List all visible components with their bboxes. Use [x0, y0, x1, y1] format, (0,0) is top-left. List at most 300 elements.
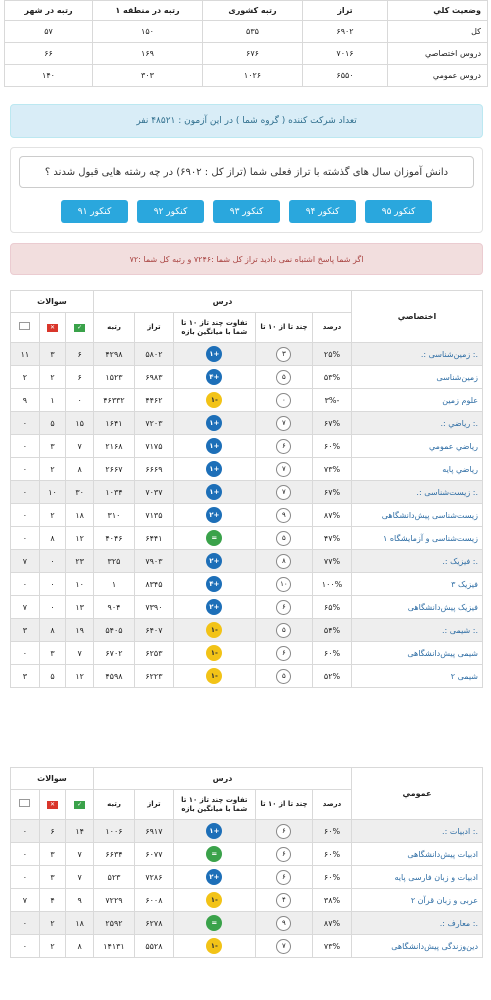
taraz-cell: ۶۲۷۸ [134, 912, 173, 935]
summary-cell: ۷۰۱۶ [303, 43, 388, 65]
out-of-ten-cell [255, 619, 312, 642]
diff-badge: -۱ [206, 892, 222, 908]
lesson-name[interactable]: .: ادبیات :. [351, 820, 482, 843]
column-header-rank: رتبه [93, 313, 134, 343]
lesson-row [11, 527, 483, 550]
lesson-name[interactable]: .: زمین‌شناسی :. [351, 343, 482, 366]
blank-count: ۰ [11, 573, 40, 596]
wrong-count: ۲ [39, 912, 66, 935]
summary-row [5, 21, 488, 43]
right-count: ۰ [66, 389, 94, 412]
out-of-ten-cell [255, 504, 312, 527]
percent-cell: ۶۰% [313, 642, 352, 665]
score-ring: ۹ [276, 916, 291, 931]
score-ring: ۵ [276, 623, 291, 638]
right-count: ۷ [66, 642, 94, 665]
diff-badge: +۱ [206, 415, 222, 431]
blank-count: ۰ [11, 458, 40, 481]
questions-header: سوالات [11, 291, 94, 313]
rank-cell: ۱ [93, 573, 134, 596]
summary-header: رتبه کشوری [203, 1, 303, 21]
lesson-name[interactable]: دین‌وزندگی پیش‌دانشگاهی [351, 935, 482, 958]
lesson-row [11, 504, 483, 527]
rank-cell: ۴۰۴۶ [93, 527, 134, 550]
lesson-row [11, 642, 483, 665]
right-count: ۱۸ [66, 504, 94, 527]
summary-cell: ۶۶ [5, 43, 93, 65]
wrong-count: ۸ [39, 619, 66, 642]
right-count: ۷ [66, 866, 94, 889]
diff-badge: -۱ [206, 938, 222, 954]
score-ring: ۳ [276, 347, 291, 362]
blank-icon [19, 799, 30, 807]
rank-cell: ۳۲۵ [93, 550, 134, 573]
summary-cell: ۳۰۳ [93, 65, 203, 87]
blank-count: ۳ [11, 619, 40, 642]
percent-cell: ۶۷% [313, 481, 352, 504]
blank-count: ۲ [11, 366, 40, 389]
wrong-count: ۰ [39, 573, 66, 596]
rank-cell: ۱۴۱۳۱ [93, 935, 134, 958]
summary-header: رتبه در شهر [5, 1, 93, 21]
lesson-name[interactable]: رياضي عمومي [351, 435, 482, 458]
diff-cell [173, 389, 255, 412]
diff-badge: +۱ [206, 438, 222, 454]
diff-cell [173, 642, 255, 665]
percent-cell: ۱۰۰% [313, 573, 352, 596]
percent-cell: -۳% [313, 389, 352, 412]
section-title: عمومي [351, 768, 482, 820]
column-header-rank: رتبه [93, 790, 134, 820]
right-count: ۳۰ [66, 481, 94, 504]
percent-cell: ۳۸% [313, 889, 352, 912]
wrong-count: ۵ [39, 665, 66, 688]
taraz-cell: ۵۵۲۸ [134, 935, 173, 958]
score-ring: ۵ [276, 370, 291, 385]
diff-badge: -۱ [206, 392, 222, 408]
diff-badge: = [206, 846, 222, 862]
right-count: ۱۲ [66, 665, 94, 688]
rank-cell: ۴۶۳۳۲ [93, 389, 134, 412]
taraz-cell: ۶۹۱۷ [134, 820, 173, 843]
blank-count: ۰ [11, 481, 40, 504]
summary-cell: ۶۵۵۰ [303, 65, 388, 87]
diff-badge: +۴ [206, 369, 222, 385]
diff-badge: -۱ [206, 622, 222, 638]
out-of-ten-cell [255, 481, 312, 504]
blank-count: ۰ [11, 820, 40, 843]
summary-cell: ۱۴۰ [5, 65, 93, 87]
wrong-count: ۶ [39, 820, 66, 843]
right-count: ۱۰ [66, 573, 94, 596]
taraz-cell: ۷۱۳۵ [134, 504, 173, 527]
taraz-cell: ۶۹۸۳ [134, 366, 173, 389]
diff-cell [173, 596, 255, 619]
lesson-row [11, 912, 483, 935]
out-of-ten-cell [255, 912, 312, 935]
wrong-count: ۳ [39, 642, 66, 665]
wrong-count: ۵ [39, 412, 66, 435]
lesson-name[interactable]: ادبیات پیش‌دانشگاهی [351, 843, 482, 866]
taraz-cell: ۶۴۴۱ [134, 527, 173, 550]
percent-cell: ۸۷% [313, 504, 352, 527]
lesson-row [11, 665, 483, 688]
percent-cell: ۶۰% [313, 820, 352, 843]
taraz-cell: ۷۱۷۵ [134, 435, 173, 458]
out-of-ten-cell [255, 820, 312, 843]
taraz-cell: ۷۳۹۰ [134, 596, 173, 619]
percent-cell: ۶۵% [313, 596, 352, 619]
diff-badge: = [206, 915, 222, 931]
lesson-row [11, 435, 483, 458]
rank-cell: ۵۲۳ [93, 866, 134, 889]
right-count: ۱۲ [66, 527, 94, 550]
score-ring: ۶ [276, 824, 291, 839]
wrong-count: ۳ [39, 866, 66, 889]
wrong-count: ۲ [39, 935, 66, 958]
blank-count: ۰ [11, 435, 40, 458]
rank-cell: ۲۱۶۸ [93, 435, 134, 458]
lesson-row [11, 412, 483, 435]
rank-cell: ۱۰۰۶ [93, 820, 134, 843]
lesson-row [11, 458, 483, 481]
taraz-cell: ۷۲۰۳ [134, 412, 173, 435]
score-ring: ۷ [276, 939, 291, 954]
lesson-name[interactable]: زمین‌شناسی [351, 366, 482, 389]
lesson-row [11, 619, 483, 642]
rank-cell: ۱۵۲۳ [93, 366, 134, 389]
konkur-button[interactable]: کنکور ۹۱ [61, 200, 128, 223]
lesson-header: درس [93, 768, 351, 790]
out-of-ten-cell [255, 527, 312, 550]
participants-info: تعداد شرکت کننده ( گروه شما ) در این آزمون : ۴۸۵۲۱ نفر [10, 104, 483, 138]
summary-cell: دروس اختصاصي [388, 43, 488, 65]
column-header-out-of-ten: چند تا از ۱۰ تا [255, 313, 312, 343]
diff-cell [173, 412, 255, 435]
rank-cell: ۱۶۴۱ [93, 412, 134, 435]
diff-badge: +۱ [206, 823, 222, 839]
wrong-count: ۴ [39, 889, 66, 912]
blank-count: ۷ [11, 596, 40, 619]
percent-cell: ۸۷% [313, 912, 352, 935]
score-ring: ۹ [276, 508, 291, 523]
rank-cell: ۹۰۴ [93, 596, 134, 619]
summary-cell: دروس عمومي [388, 65, 488, 87]
taraz-cell: ۷۹۰۳ [134, 550, 173, 573]
blank-count: ۰ [11, 843, 40, 866]
diff-badge: +۲ [206, 507, 222, 523]
diff-badge: +۲ [206, 599, 222, 615]
taraz-cell: ۶۰۰۸ [134, 889, 173, 912]
summary-row [5, 65, 488, 87]
taraz-cell: ۶۴۰۷ [134, 619, 173, 642]
summary-cell: ۱۶۹ [93, 43, 203, 65]
taraz-cell: ۴۴۶۲ [134, 389, 173, 412]
taraz-cell: ۷۰۳۷ [134, 481, 173, 504]
blank-count: ۰ [11, 935, 40, 958]
lesson-row [11, 596, 483, 619]
wrong-count: ۰ [39, 596, 66, 619]
summary-cell: ۶۷۶ [203, 43, 303, 65]
right-answers-header [66, 313, 94, 343]
out-of-ten-cell [255, 550, 312, 573]
rank-cell: ۷۲۲۹ [93, 889, 134, 912]
column-header-percent: درصد [313, 313, 352, 343]
diff-cell [173, 935, 255, 958]
out-of-ten-cell [255, 935, 312, 958]
rank-cell: ۳۱۰ [93, 504, 134, 527]
blank-count: ۰ [11, 527, 40, 550]
summary-cell: ۵۳۵ [203, 21, 303, 43]
summary-cell: ۶۹۰۲ [303, 21, 388, 43]
rank-cell: ۶۷۰۲ [93, 642, 134, 665]
wrong-count: ۲ [39, 458, 66, 481]
rank-cell: ۲۵۹۲ [93, 912, 134, 935]
blank-count: ۳ [11, 665, 40, 688]
konkur-button[interactable]: کنکور ۹۳ [213, 200, 280, 223]
out-of-ten-cell [255, 458, 312, 481]
diff-cell [173, 343, 255, 366]
right-count: ۶ [66, 343, 94, 366]
mistake-alert: اگر شما پاسخ اشتباه نمی دادید تراز کل شما :۷۲۴۶ و رتبه کل شما :۷۲ [10, 243, 483, 275]
diff-cell [173, 481, 255, 504]
diff-badge: +۱ [206, 346, 222, 362]
diff-cell [173, 820, 255, 843]
column-header-diff: تفاوت چند تاز ۱۰ تا شما با میانگین بازه [173, 790, 255, 820]
lesson-row [11, 481, 483, 504]
column-header-out-of-ten: چند تا از ۱۰ تا [255, 790, 312, 820]
lesson-name[interactable]: .: زیست‌شناسی :. [351, 481, 482, 504]
right-count: ۱۹ [66, 619, 94, 642]
konkur-button[interactable]: کنکور ۹۲ [137, 200, 204, 223]
taraz-cell: ۶۲۲۳ [134, 665, 173, 688]
score-ring: ۱۰ [276, 577, 291, 592]
right-answers-header [66, 790, 94, 820]
diff-cell [173, 550, 255, 573]
konkur-question: دانش آموزان سال های گذشته با تراز فعلی شما (تراز کل : ۶۹۰۲) در چه رشته هایی قبول شدند ؟ [19, 156, 474, 188]
right-count: ۶ [66, 366, 94, 389]
column-header-diff: تفاوت چند تاز ۱۰ تا شما با میانگین بازه [173, 313, 255, 343]
blank-icon [19, 322, 30, 330]
percent-cell: ۶۰% [313, 435, 352, 458]
summary-cell: ۱۰۲۶ [203, 65, 303, 87]
blank-count: ۰ [11, 504, 40, 527]
diff-cell [173, 458, 255, 481]
lesson-row [11, 550, 483, 573]
diff-cell [173, 527, 255, 550]
right-count: ۱۴ [66, 820, 94, 843]
konkur-button[interactable]: کنکور ۹۴ [289, 200, 356, 223]
rank-cell: ۵۴۰۵ [93, 619, 134, 642]
lesson-name[interactable]: شیمی ۲ [351, 665, 482, 688]
blank-count: ۰ [11, 866, 40, 889]
blank-count: ۰ [11, 412, 40, 435]
right-count: ۱۳ [66, 596, 94, 619]
lesson-name[interactable]: زیست‌شناسی پیش‌دانشگاهی [351, 504, 482, 527]
out-of-ten-cell [255, 389, 312, 412]
wrong-answers-header [39, 790, 66, 820]
out-of-ten-cell [255, 596, 312, 619]
lesson-row [11, 573, 483, 596]
wrong-count: ۳ [39, 843, 66, 866]
lesson-row [11, 843, 483, 866]
diff-cell [173, 912, 255, 935]
wrong-count: ۰ [39, 550, 66, 573]
diff-badge: = [206, 530, 222, 546]
blank-answers-header [11, 790, 40, 820]
lesson-row [11, 820, 483, 843]
percent-cell: ۶۷% [313, 412, 352, 435]
taraz-cell: ۷۲۸۶ [134, 866, 173, 889]
diff-badge: -۱ [206, 645, 222, 661]
score-ring: ۶ [276, 439, 291, 454]
diff-cell [173, 504, 255, 527]
diff-badge: -۱ [206, 668, 222, 684]
score-ring: ۷ [276, 416, 291, 431]
right-count: ۸ [66, 458, 94, 481]
cross-icon: ✕ [47, 801, 58, 809]
diff-badge: +۱ [206, 484, 222, 500]
taraz-cell: ۶۰۷۷ [134, 843, 173, 866]
wrong-count: ۳ [39, 435, 66, 458]
blank-answers-header [11, 313, 40, 343]
lesson-name[interactable]: فیزیک پیش‌دانشگاهی [351, 596, 482, 619]
diff-cell [173, 366, 255, 389]
rank-cell: ۱۰۳۴ [93, 481, 134, 504]
taraz-cell: ۶۲۵۳ [134, 642, 173, 665]
right-count: ۱۵ [66, 412, 94, 435]
out-of-ten-cell [255, 866, 312, 889]
lesson-name[interactable]: ادبیات و زبان فارسی پايه [351, 866, 482, 889]
out-of-ten-cell [255, 642, 312, 665]
taraz-cell: ۶۶۶۹ [134, 458, 173, 481]
lesson-name[interactable]: فیزیک ۳ [351, 573, 482, 596]
blank-count: ۷ [11, 889, 40, 912]
percent-cell: ۶۰% [313, 843, 352, 866]
lesson-row [11, 889, 483, 912]
rank-cell: ۲۶۶۷ [93, 458, 134, 481]
wrong-count: ۳ [39, 343, 66, 366]
wrong-count: ۱ [39, 389, 66, 412]
lesson-name[interactable]: عربی و زبان قرآن ۲ [351, 889, 482, 912]
check-icon: ✓ [74, 801, 85, 809]
score-ring: ۸ [276, 554, 291, 569]
diff-cell [173, 573, 255, 596]
percent-cell: ۴۷% [313, 527, 352, 550]
score-ring: ۷ [276, 485, 291, 500]
wrong-count: ۲ [39, 504, 66, 527]
lesson-name[interactable]: زیست‌شناسی و آزمایشگاه ۱ [351, 527, 482, 550]
blank-count: ۰ [11, 642, 40, 665]
percent-cell: ۵۲% [313, 665, 352, 688]
diff-badge: +۲ [206, 553, 222, 569]
diff-badge: +۴ [206, 576, 222, 592]
diff-cell [173, 889, 255, 912]
summary-cell: کل [388, 21, 488, 43]
score-ring: ۶ [276, 870, 291, 885]
right-count: ۹ [66, 889, 94, 912]
lesson-name[interactable]: علوم زمین [351, 389, 482, 412]
column-header-taraz: تراز [134, 790, 173, 820]
konkur-panel [10, 147, 483, 233]
diff-cell [173, 435, 255, 458]
score-ring: ۴ [276, 893, 291, 908]
lesson-name[interactable]: .: معارف :. [351, 912, 482, 935]
percent-cell: ۷۳% [313, 458, 352, 481]
lesson-name[interactable]: .: فیزیک :. [351, 550, 482, 573]
percent-cell: ۵۴% [313, 619, 352, 642]
summary-header: وضعيت کلي [388, 1, 488, 21]
questions-header: سوالات [11, 768, 94, 790]
specialized-table [10, 290, 483, 688]
score-ring: ۶ [276, 600, 291, 615]
right-count: ۱۸ [66, 912, 94, 935]
rank-cell: ۴۵۹۸ [93, 665, 134, 688]
score-ring: ۷ [276, 462, 291, 477]
summary-header: تراز [303, 1, 388, 21]
konkur-buttons [11, 200, 482, 223]
out-of-ten-cell [255, 435, 312, 458]
out-of-ten-cell [255, 573, 312, 596]
diff-cell [173, 665, 255, 688]
wrong-answers-header [39, 313, 66, 343]
score-ring: ۵ [276, 531, 291, 546]
column-header-percent: درصد [313, 790, 352, 820]
rank-cell: ۶۶۳۴ [93, 843, 134, 866]
percent-cell: ۲۵% [313, 343, 352, 366]
out-of-ten-cell [255, 665, 312, 688]
percent-cell: ۶۰% [313, 866, 352, 889]
lesson-name[interactable]: رياضي پايه [351, 458, 482, 481]
diff-cell [173, 843, 255, 866]
lesson-header: درس [93, 291, 351, 313]
percent-cell: ۷۷% [313, 550, 352, 573]
out-of-ten-cell [255, 412, 312, 435]
lesson-row [11, 389, 483, 412]
out-of-ten-cell [255, 343, 312, 366]
out-of-ten-cell [255, 366, 312, 389]
lesson-name[interactable]: .: شیمی :. [351, 619, 482, 642]
summary-cell: ۱۵۰ [93, 21, 203, 43]
out-of-ten-cell [255, 889, 312, 912]
right-count: ۲۳ [66, 550, 94, 573]
diff-badge: +۲ [206, 869, 222, 885]
diff-cell [173, 866, 255, 889]
taraz-cell: ۸۳۴۵ [134, 573, 173, 596]
lesson-name[interactable]: شیمی پیش‌دانشگاهی [351, 642, 482, 665]
wrong-count: ۱۰ [39, 481, 66, 504]
rank-cell: ۴۲۹۸ [93, 343, 134, 366]
percent-cell: ۵۳% [313, 366, 352, 389]
summary-cell: ۵۷ [5, 21, 93, 43]
blank-count: ۱۱ [11, 343, 40, 366]
lesson-row [11, 935, 483, 958]
score-ring: ۰ [276, 393, 291, 408]
blank-count: ۷ [11, 550, 40, 573]
score-ring: ۵ [276, 669, 291, 684]
section-title: اختصاصي [351, 291, 482, 343]
blank-count: ۰ [11, 912, 40, 935]
wrong-count: ۲ [39, 366, 66, 389]
lesson-name[interactable]: .: رياضي :. [351, 412, 482, 435]
score-ring: ۶ [276, 847, 291, 862]
lesson-row [11, 366, 483, 389]
out-of-ten-cell [255, 843, 312, 866]
konkur-button[interactable]: کنکور ۹۵ [365, 200, 432, 223]
summary-row [5, 43, 488, 65]
diff-cell [173, 619, 255, 642]
summary-table [4, 0, 488, 87]
